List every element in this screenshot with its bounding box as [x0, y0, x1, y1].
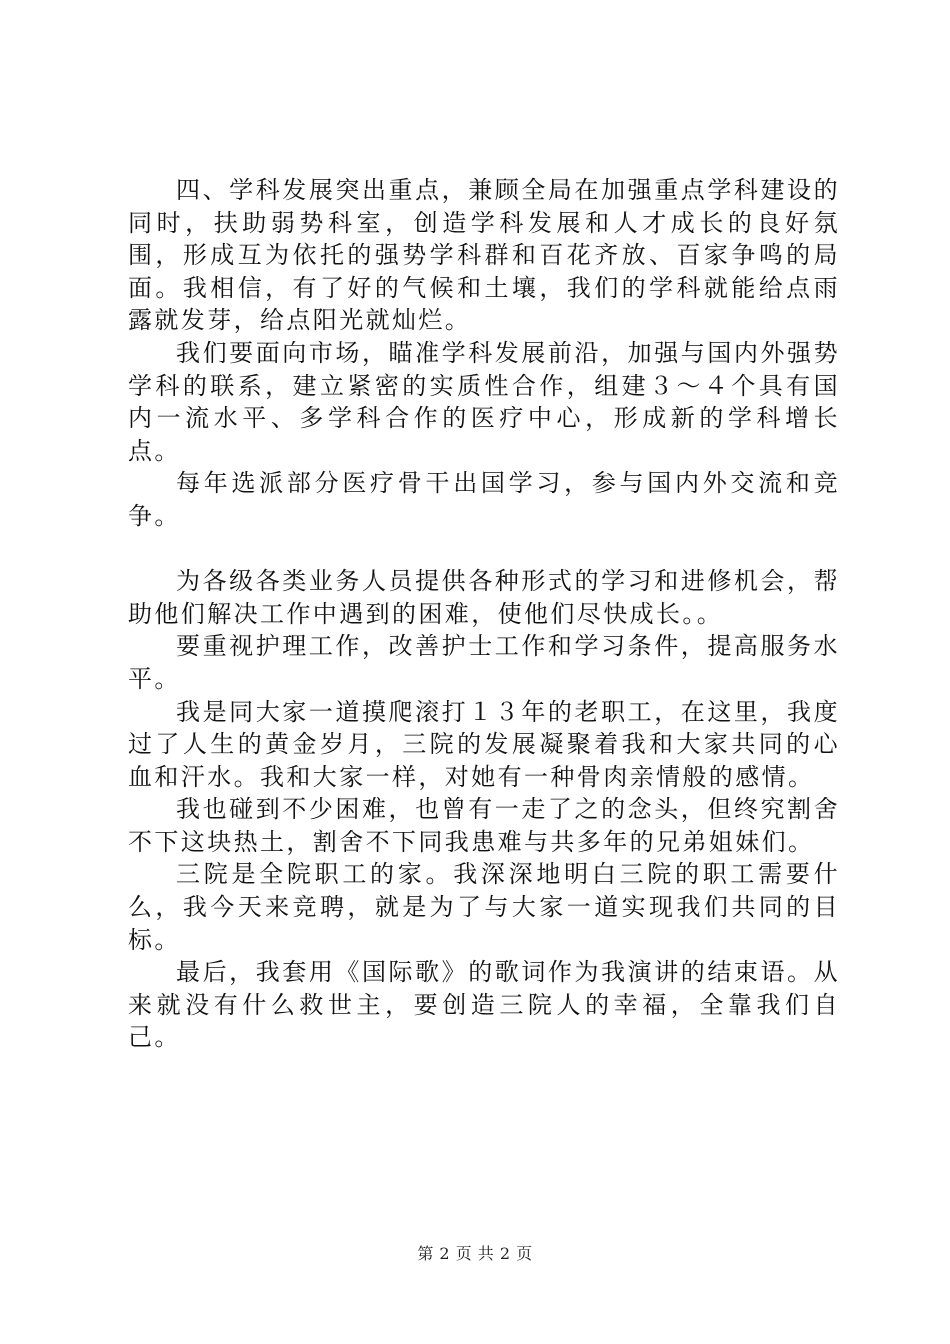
paragraph-market-cooperation: 我们要面向市场，瞄准学科发展前沿，加强与国内外强势学科的联系，建立紧密的实质性合作，组建３～４个具有国内一流水平、多学科合作的医疗中心，形成新的学科增长点。 — [128, 338, 840, 465]
paragraph-discipline-development: 四、学科发展突出重点，兼顾全局在加强重点学科建设的同时，扶助弱势科室，创造学科发展和人才成长的良好氛围，形成互为依托的强势学科群和百花齐放、百家争鸣的局面。我相信，有了好的气候和土壤，我们的学科就能给点雨露就发芽，给点阳光就灿烂。 — [128, 176, 840, 335]
document-body — [128, 174, 840, 1054]
paragraph-personal-history: 我是同大家一道摸爬滚打１３年的老职工，在这里，我度过了人生的黄金岁月，三院的发展凝聚着我和大家共同的心血和汗水。我和大家一样，对她有一种骨肉亲情般的感情。 — [128, 697, 840, 791]
paragraph-hospital-home: 三院是全院职工的家。我深深地明白三院的职工需要什么，我今天来竞聘，就是为了与大家一道实现我们共同的目标。 — [128, 860, 840, 954]
paragraph-nursing-work: 要重视护理工作，改善护士工作和学习条件，提高服务水平。 — [128, 632, 840, 693]
paragraph-closing-remarks: 最后，我套用《国际歌》的歌词作为我演讲的结束语。从来就没有什么救世主，要创造三院人的幸福，全靠我们自己。 — [128, 958, 840, 1052]
paragraph-overseas-study: 每年选派部分医疗骨干出国学习，参与国内外交流和竞争。 — [128, 469, 840, 530]
page-number-footer: 第 2 页 共 2 页 — [417, 1244, 533, 1263]
paragraph-staff-training: 为各级各类业务人员提供各种形式的学习和进修机会，帮助他们解决工作中遇到的困难，使他们尽快成长。。 — [128, 567, 840, 628]
paragraph-difficulties: 我也碰到不少困难，也曾有一走了之的念头，但终究割舍不下这块热土，割舍不下同我患难与共多年的兄弟姐妹们。 — [128, 795, 840, 856]
